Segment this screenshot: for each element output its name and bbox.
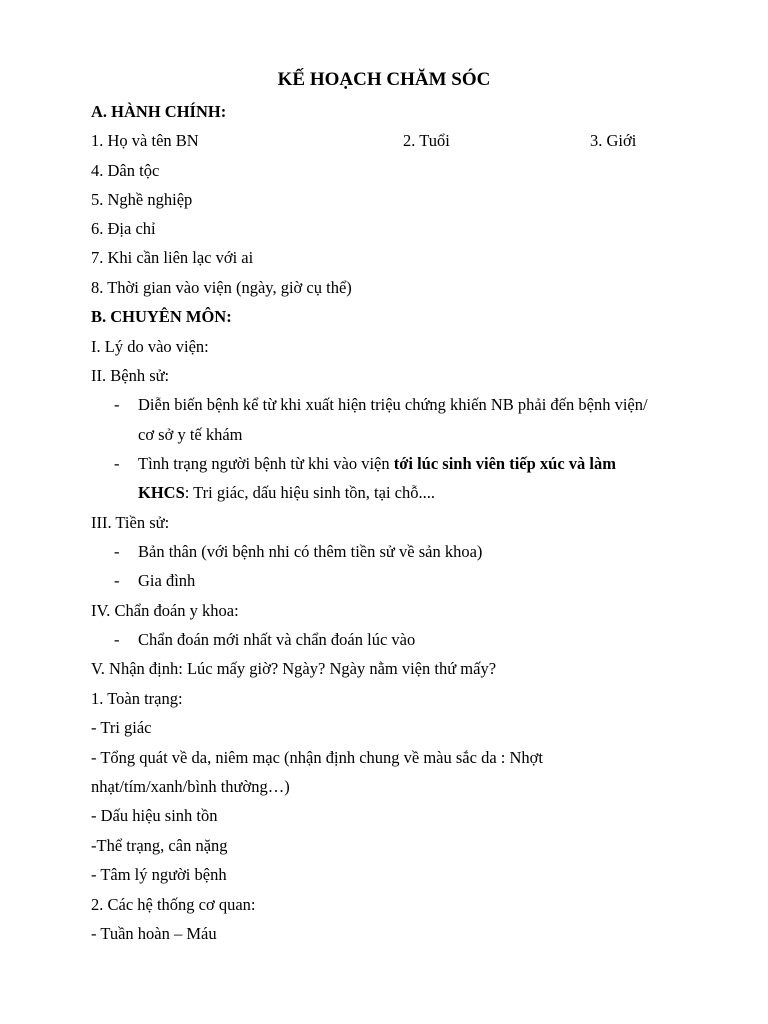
assessment-body: -Thể trạng, cân nặng xyxy=(91,836,228,855)
assessment-circulation: - Tuần hoàn – Máu xyxy=(91,924,217,943)
section-a-heading: A. HÀNH CHÍNH: xyxy=(91,102,227,121)
bullet-dash: - xyxy=(114,542,120,561)
history-item-2-cont-text: : Tri giác, dấu hiệu sinh tồn, tại chỗ.... xyxy=(184,483,435,502)
past-history-self: Bản thân (với bệnh nhi có thêm tiền sử về sản khoa) xyxy=(138,542,483,561)
page-title: KẾ HOẠCH CHĂM SÓC xyxy=(277,69,491,90)
field-gender: 3. Giới xyxy=(590,131,637,150)
assessment-vitals: - Dấu hiệu sinh tồn xyxy=(91,806,218,825)
general-condition-heading: 1. Toàn trạng: xyxy=(91,689,183,708)
history-heading: II. Bệnh sử: xyxy=(91,366,170,385)
history-item-2-text: Tình trạng người bệnh từ khi vào viện xyxy=(138,454,394,473)
reason-heading: I. Lý do vào viện: xyxy=(91,337,209,356)
section-b-heading: B. CHUYÊN MÔN: xyxy=(91,307,232,326)
diagnosis-item: Chẩn đoán mới nhất và chẩn đoán lúc vào xyxy=(138,630,416,649)
assessment-skin: - Tổng quát về da, niêm mạc (nhận định chung về màu sắc da : Nhợt xyxy=(91,748,543,767)
history-item-2-bold: tới lúc sinh viên tiếp xúc và làm xyxy=(393,454,617,473)
bullet-dash: - xyxy=(114,454,120,473)
khcs-label: KHCS xyxy=(138,483,185,502)
history-item-2 xyxy=(138,453,616,475)
assessment-consciousness: - Tri giác xyxy=(91,718,152,737)
assessment-skin-cont: nhạt/tím/xanh/bình thường…) xyxy=(91,777,290,796)
field-ethnicity: 4. Dân tộc xyxy=(91,161,160,180)
bullet-dash: - xyxy=(114,630,120,649)
history-item-1: Diễn biến bệnh kể từ khi xuất hiện triệu chứng khiến NB phải đến bệnh viện/ xyxy=(138,395,648,414)
field-contact: 7. Khi cần liên lạc với ai xyxy=(91,248,254,267)
bullet-dash: - xyxy=(114,571,120,590)
field-age: 2. Tuổi xyxy=(403,131,450,150)
assessment-heading: V. Nhận định: Lúc mấy giờ? Ngày? Ngày nằm viện thứ mấy? xyxy=(91,659,497,678)
past-history-heading: III. Tiền sử: xyxy=(91,513,170,532)
organ-systems-heading: 2. Các hệ thống cơ quan: xyxy=(91,895,256,914)
history-item-1-cont: cơ sở y tế khám xyxy=(138,425,243,444)
field-patient-name: 1. Họ và tên BN xyxy=(91,131,199,150)
bullet-dash: - xyxy=(114,395,120,414)
field-admission-time: 8. Thời gian vào viện (ngày, giờ cụ thể) xyxy=(91,278,352,297)
past-history-family: Gia đình xyxy=(138,571,196,590)
diagnosis-heading: IV. Chẩn đoán y khoa: xyxy=(91,601,239,620)
history-item-2-cont xyxy=(138,482,435,504)
assessment-psych: - Tâm lý người bệnh xyxy=(91,865,227,884)
field-address: 6. Địa chỉ xyxy=(91,219,156,238)
field-occupation: 5. Nghề nghiệp xyxy=(91,190,193,209)
